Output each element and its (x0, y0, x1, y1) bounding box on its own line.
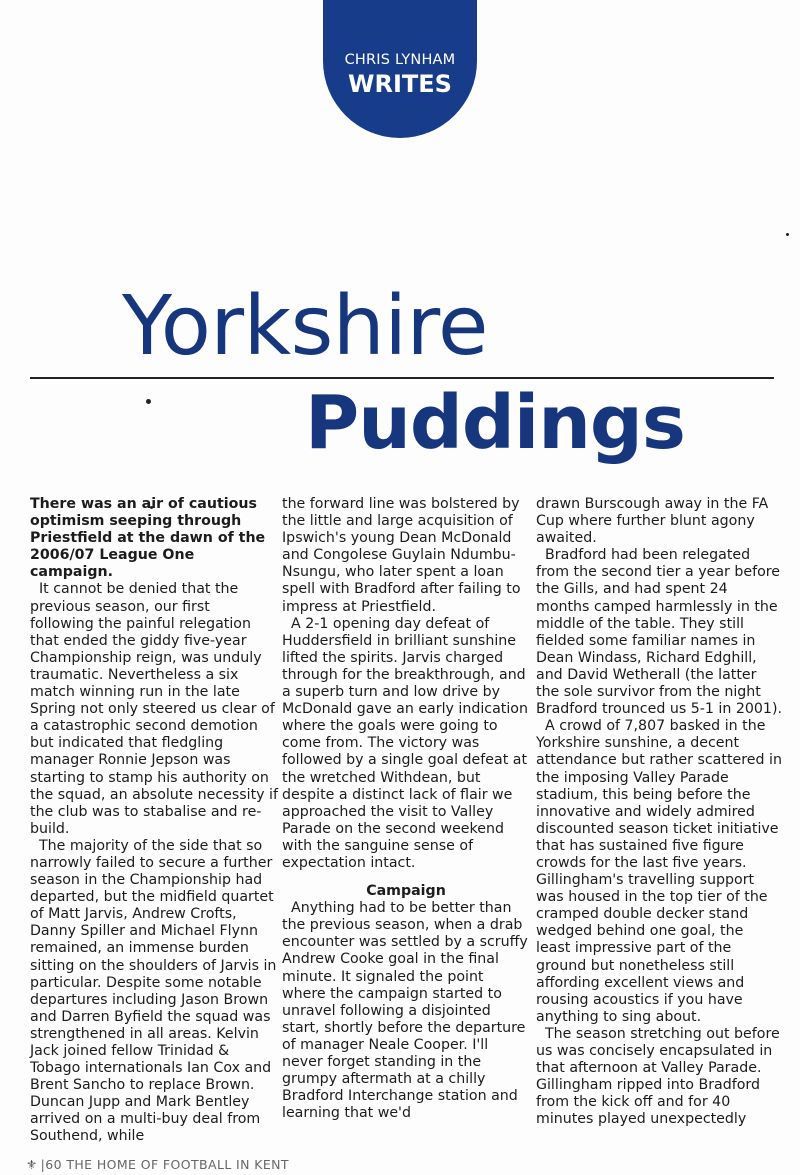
article-paragraph: The season stretching out before us was concisely encapsulated in that afternoon at Valley Parade. Gillingham ripped into Bradford from the kick off and for 40 minutes played unexpectedly (536, 1025, 780, 1128)
print-speck (146, 399, 151, 404)
byline-writes: WRITES (348, 70, 452, 98)
article-column-1 (30, 496, 278, 1146)
footer-tagline: THE HOME OF FOOTBALL IN KENT (66, 1157, 289, 1172)
article-paragraph: Bradford had been relegated from the second tier a year before the Gills, and had spent 24 months camped harmlessly in the middle of the table. They still fielded some familiar names in Dean Windass, Richard Edghill, and David Wetherall (the latter the sole survivor from the night Bradford trounced us 5-1 in 2001). (536, 547, 783, 718)
section-subheading: Campaign (366, 883, 446, 900)
article-column-2 (282, 496, 530, 1122)
print-speck (786, 233, 789, 236)
headline-rule (30, 377, 774, 379)
byline-name: CHRIS LYNHAM (344, 52, 456, 68)
article-paragraph: A crowd of 7,807 basked in the Yorkshire sunshine, a decent attendance but rather scattered in the imposing Valley Parade stadium, this being before the innovative and widely admired discounted season ticket initiative that has sustained five figure crowds for the last five years. Gillingham's travelling support was housed in the top tier of the cramped double decker stand wedged behind one goal, the least impressive part of the ground but nonetheless still affording excellent views and rousing acoustics if you have anything to sing about. (536, 718, 782, 1025)
article-paragraph: drawn Burscough away in the FA Cup where further blunt agony awaited. (536, 496, 769, 547)
club-logo-icon: ⚜ (26, 1157, 38, 1172)
article-standfirst: There was an air of cautious optimism seeping through Priestfield at the dawn of the 2006/07 League One campaign. (30, 496, 266, 581)
article-paragraph: A 2-1 opening day defeat of Huddersfield in brilliant sunshine lifted the spirits. Jarvis charged through for the breakthrough, and a superb turn and low drive by McDonald gave an early indication where the goals were going to come from. The victory was followed by a single goal defeat at the wretched Withdean, but despite a distinct lack of flair we approached the visit to Valley Parade on the second weekend with the sanguine sense of expectation intact. (282, 615, 528, 871)
article-paragraph: Anything had to be better than the previous season, when a drab encounter was settled by a scruffy Andrew Cooke goal in the final minute. It signaled the point where the campaign started to unravel following a disjointed start, shortly before the departure of manager Neale Cooper. I'll never forget standing in the grumpy aftermath at a chilly Bradford Interchange station and learning that we'd (282, 900, 528, 1122)
footer-separator: | (40, 1157, 46, 1172)
article-paragraph: The majority of the side that so narrowly failed to secure a further season in the Championship had departed, but the midfield quartet of Matt Jarvis, Andrew Crofts, Danny Spiller and Michael Flynn remained, an immense burden sitting on the shoulders of Jarvis in particular. Despite some notable departures including Jason Brown and Darren Byfield the squad was strengthened in all areas. Kelvin Jack joined fellow Trinidad & Tobago internationals Ian Cox and Brent Sancho to replace Brown. Duncan Jupp and Mark Bentley arrived on a multi-buy deal from Southend, while (30, 837, 277, 1145)
article-paragraph: the forward line was bolstered by the little and large acquisition of Ipswich's young Dean McDonald and Congolese Guylain Ndumbu-Nsungu, who later spent a loan spell with Bradford after failing to impress at Priestfield. (282, 496, 521, 615)
headline-line-1: Yorkshire (122, 279, 488, 374)
page-number: 60 (45, 1157, 62, 1172)
article-column-3 (536, 496, 782, 1128)
byline-tab (323, 0, 477, 138)
page-footer (26, 1157, 289, 1172)
headline-line-2: Puddings (305, 380, 685, 466)
article-paragraph: It cannot be denied that the previous season, our first following the painful relegation that ended the giddy five-year Championship reign, was unduly traumatic. Nevertheless a six match winning run in the late Spring not only steered us clear of a catastrophic second demotion but indicated that fledgling manager Ronnie Jepson was starting to stamp his authority on the squad, an absolute necessity if the club was to stabalise and re-build. (30, 581, 278, 837)
